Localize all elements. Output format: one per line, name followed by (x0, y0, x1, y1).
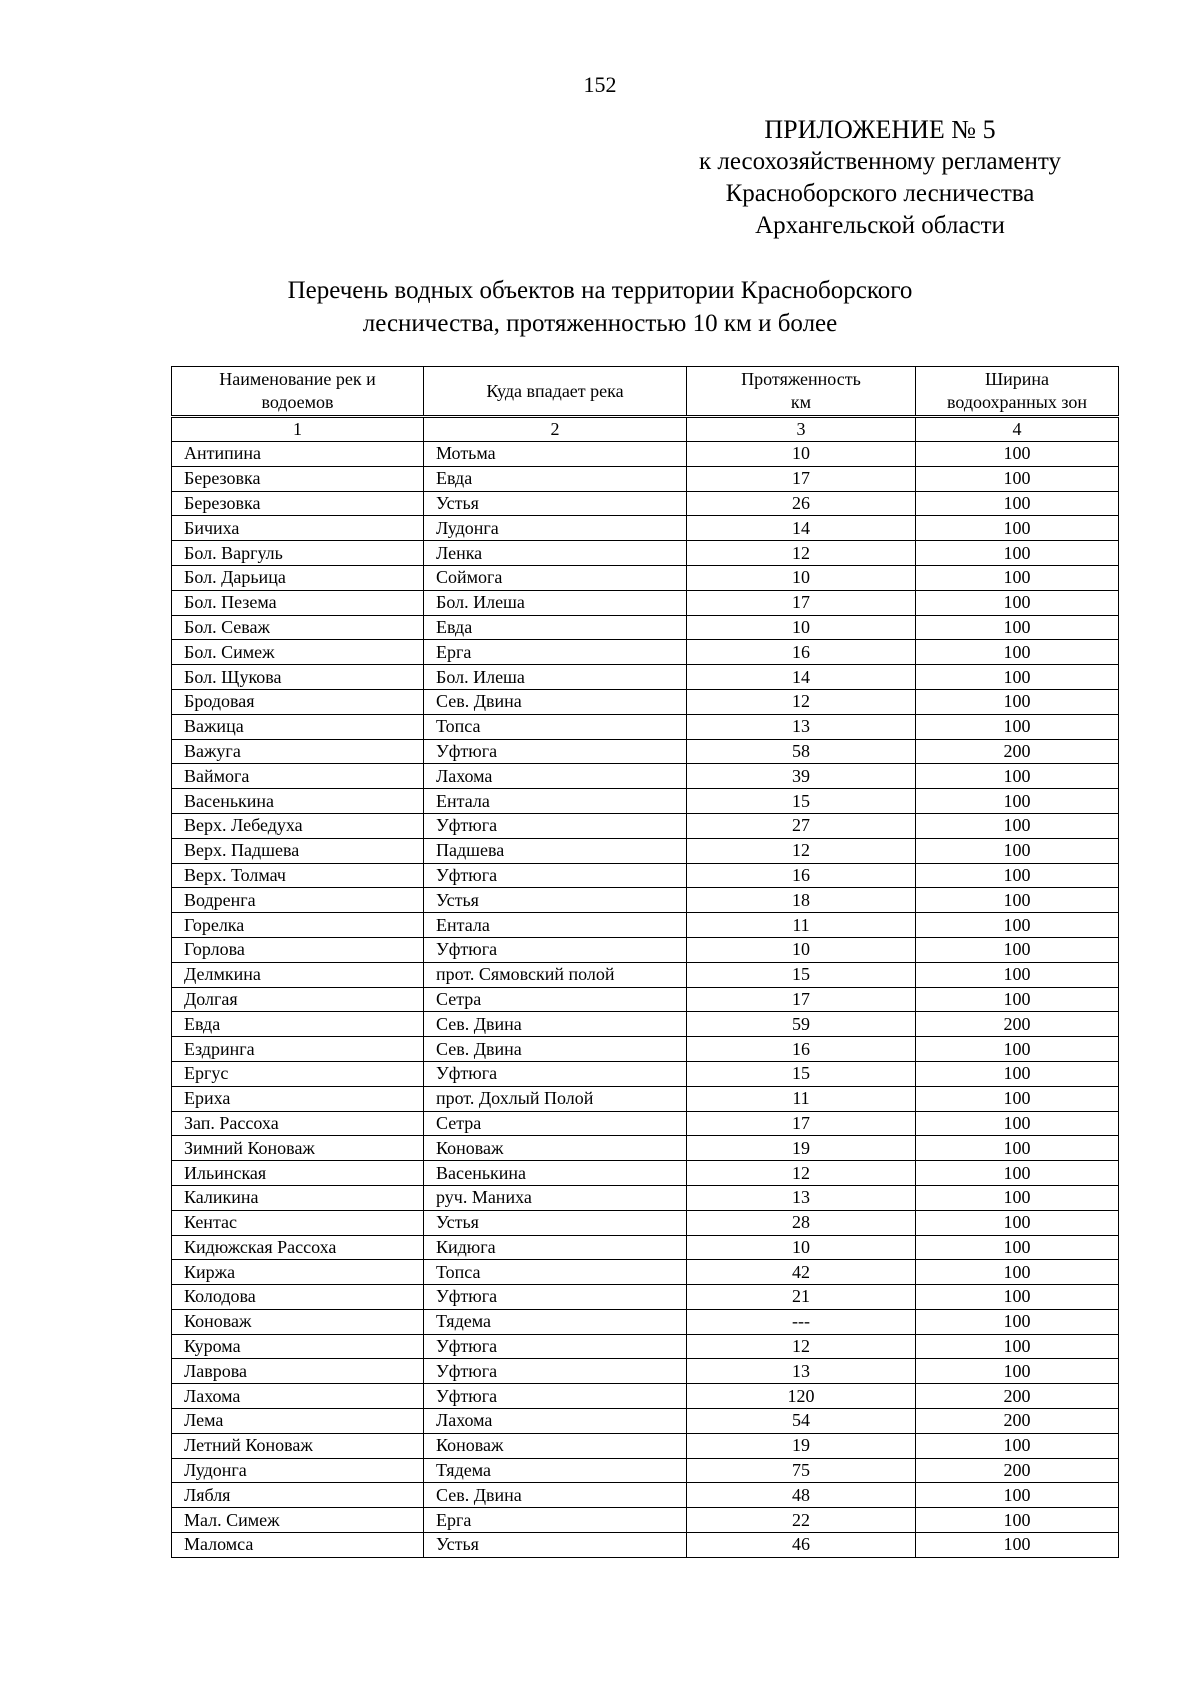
cell-river-name: Лаврова (172, 1359, 424, 1384)
cell-protection-zone: 100 (916, 565, 1119, 590)
cell-length: 11 (687, 913, 916, 938)
cell-river-name: Березовка (172, 491, 424, 516)
cell-river-name: Верх. Лебедуха (172, 813, 424, 838)
cell-length: 11 (687, 1086, 916, 1111)
cell-mouth: Сев. Двина (424, 1012, 687, 1037)
cell-river-name: Горлова (172, 937, 424, 962)
table-row (172, 714, 1119, 739)
cell-river-name: Зимний Коноваж (172, 1136, 424, 1161)
cell-protection-zone: 100 (916, 1533, 1119, 1558)
appendix-title: ПРИЛОЖЕНИЕ № 5 (764, 115, 996, 144)
column-number: 3 (687, 417, 916, 442)
table-row (172, 1012, 1119, 1037)
header-protection-zone-line-1: Ширина (984, 369, 1050, 389)
cell-mouth: Уфтюга (424, 863, 687, 888)
cell-protection-zone: 100 (916, 1260, 1119, 1285)
cell-protection-zone: 100 (916, 714, 1119, 739)
cell-river-name: Бол. Щукова (172, 665, 424, 690)
table-row (172, 1086, 1119, 1111)
table-row (172, 1533, 1119, 1558)
cell-protection-zone: 100 (916, 937, 1119, 962)
cell-river-name: Ездринга (172, 1037, 424, 1062)
table-row (172, 1185, 1119, 1210)
cell-river-name: Важуга (172, 739, 424, 764)
cell-protection-zone: 100 (916, 1235, 1119, 1260)
cell-river-name: Важица (172, 714, 424, 739)
cell-river-name: Долгая (172, 987, 424, 1012)
cell-length: 15 (687, 1061, 916, 1086)
cell-mouth: Сетра (424, 1111, 687, 1136)
table-row (172, 888, 1119, 913)
cell-river-name: Киржа (172, 1260, 424, 1285)
cell-protection-zone: 100 (916, 888, 1119, 913)
cell-protection-zone: 100 (916, 516, 1119, 541)
table-row (172, 813, 1119, 838)
cell-protection-zone: 100 (916, 1037, 1119, 1062)
cell-protection-zone: 100 (916, 1334, 1119, 1359)
cell-length: 14 (687, 665, 916, 690)
cell-protection-zone: 100 (916, 689, 1119, 714)
cell-mouth: Падшева (424, 838, 687, 863)
cell-river-name: Ериха (172, 1086, 424, 1111)
cell-length: 42 (687, 1260, 916, 1285)
cell-mouth: прот. Сямовский полой (424, 962, 687, 987)
header-protection-zone (916, 367, 1119, 417)
cell-river-name: Лябля (172, 1483, 424, 1508)
cell-river-name: Зап. Рассоха (172, 1111, 424, 1136)
cell-protection-zone: 100 (916, 1483, 1119, 1508)
cell-mouth: Бол. Илеша (424, 590, 687, 615)
cell-river-name: Бол. Пезема (172, 590, 424, 615)
cell-mouth: Васенькина (424, 1161, 687, 1186)
cell-protection-zone: 200 (916, 1458, 1119, 1483)
cell-length: 10 (687, 1235, 916, 1260)
cell-protection-zone: 100 (916, 863, 1119, 888)
table-row (172, 640, 1119, 665)
table-row (172, 689, 1119, 714)
cell-mouth: Устья (424, 491, 687, 516)
cell-length: 10 (687, 565, 916, 590)
cell-river-name: Евда (172, 1012, 424, 1037)
cell-mouth: Бол. Илеша (424, 665, 687, 690)
table-row (172, 1210, 1119, 1235)
cell-river-name: Каликина (172, 1185, 424, 1210)
cell-protection-zone: 100 (916, 1185, 1119, 1210)
column-number-row (172, 417, 1119, 442)
cell-length: --- (687, 1309, 916, 1334)
cell-river-name: Лахома (172, 1384, 424, 1409)
cell-protection-zone: 100 (916, 615, 1119, 640)
cell-mouth: Мотьма (424, 442, 687, 467)
cell-length: 17 (687, 590, 916, 615)
cell-river-name: Верх. Толмач (172, 863, 424, 888)
cell-river-name: Лема (172, 1409, 424, 1434)
cell-protection-zone: 100 (916, 541, 1119, 566)
cell-protection-zone: 100 (916, 442, 1119, 467)
cell-mouth: прот. Дохлый Полой (424, 1086, 687, 1111)
cell-mouth: Устья (424, 888, 687, 913)
header-length (687, 367, 916, 417)
cell-protection-zone: 100 (916, 1210, 1119, 1235)
cell-protection-zone: 200 (916, 1384, 1119, 1409)
table-row (172, 466, 1119, 491)
cell-river-name: Мал. Симеж (172, 1508, 424, 1533)
table-row (172, 1161, 1119, 1186)
cell-river-name: Колодова (172, 1285, 424, 1310)
cell-river-name: Бол. Варгуль (172, 541, 424, 566)
cell-protection-zone: 100 (916, 764, 1119, 789)
cell-mouth: Топса (424, 1260, 687, 1285)
cell-river-name: Ильинская (172, 1161, 424, 1186)
header-river-name-line-2: водоемов (261, 392, 334, 412)
cell-length: 17 (687, 1111, 916, 1136)
cell-river-name: Маломса (172, 1533, 424, 1558)
cell-length: 10 (687, 937, 916, 962)
table-row (172, 1433, 1119, 1458)
table-row (172, 1483, 1119, 1508)
cell-length: 120 (687, 1384, 916, 1409)
cell-protection-zone: 100 (916, 1359, 1119, 1384)
table-row (172, 1136, 1119, 1161)
cell-river-name: Бол. Севаж (172, 615, 424, 640)
cell-mouth: Устья (424, 1210, 687, 1235)
cell-length: 14 (687, 516, 916, 541)
header-length-line-1: Протяженность (741, 369, 861, 389)
table-row (172, 863, 1119, 888)
cell-river-name: Ергус (172, 1061, 424, 1086)
cell-length: 10 (687, 442, 916, 467)
cell-protection-zone: 200 (916, 1409, 1119, 1434)
cell-protection-zone: 100 (916, 1111, 1119, 1136)
cell-length: 39 (687, 764, 916, 789)
cell-length: 28 (687, 1210, 916, 1235)
cell-mouth: Уфтюга (424, 813, 687, 838)
cell-length: 17 (687, 987, 916, 1012)
cell-length: 12 (687, 1334, 916, 1359)
cell-river-name: Бол. Симеж (172, 640, 424, 665)
appendix-header (640, 114, 1120, 242)
table-row (172, 1235, 1119, 1260)
cell-protection-zone: 100 (916, 962, 1119, 987)
cell-length: 54 (687, 1409, 916, 1434)
cell-length: 75 (687, 1458, 916, 1483)
table-row (172, 1285, 1119, 1310)
cell-mouth: Соймога (424, 565, 687, 590)
cell-protection-zone: 100 (916, 987, 1119, 1012)
cell-length: 19 (687, 1433, 916, 1458)
table-row (172, 962, 1119, 987)
table-row (172, 1508, 1119, 1533)
header-protection-zone-line-2: водоохранных зон (946, 392, 1088, 412)
cell-river-name: Курома (172, 1334, 424, 1359)
cell-protection-zone: 100 (916, 491, 1119, 516)
cell-mouth: Уфтюга (424, 937, 687, 962)
cell-river-name: Березовка (172, 466, 424, 491)
table-row (172, 1111, 1119, 1136)
appendix-line-1: к лесохозяйственному регламенту (698, 148, 1062, 175)
cell-mouth: Уфтюга (424, 1061, 687, 1086)
cell-length: 48 (687, 1483, 916, 1508)
header-river-name-line-1: Наименование рек и (219, 369, 376, 389)
cell-river-name: Водренга (172, 888, 424, 913)
table-header-row (172, 367, 1119, 417)
cell-length: 18 (687, 888, 916, 913)
table-row (172, 739, 1119, 764)
cell-mouth: Тядема (424, 1458, 687, 1483)
cell-length: 27 (687, 813, 916, 838)
cell-length: 16 (687, 640, 916, 665)
header-mouth-line-1: Куда впадает река (486, 380, 624, 401)
cell-length: 12 (687, 541, 916, 566)
cell-mouth: Коноваж (424, 1433, 687, 1458)
table-row (172, 1037, 1119, 1062)
table-row (172, 516, 1119, 541)
cell-river-name: Кентас (172, 1210, 424, 1235)
column-number: 4 (916, 417, 1119, 442)
cell-mouth: Евда (424, 466, 687, 491)
cell-length: 46 (687, 1533, 916, 1558)
cell-mouth: Сев. Двина (424, 689, 687, 714)
cell-length: 21 (687, 1285, 916, 1310)
cell-mouth: Коноваж (424, 1136, 687, 1161)
cell-protection-zone: 100 (916, 640, 1119, 665)
cell-length: 15 (687, 789, 916, 814)
cell-river-name: Кидюжская Рассоха (172, 1235, 424, 1260)
cell-length: 19 (687, 1136, 916, 1161)
table-row (172, 1061, 1119, 1086)
cell-protection-zone: 100 (916, 1061, 1119, 1086)
table-row (172, 987, 1119, 1012)
cell-mouth: Ентала (424, 913, 687, 938)
cell-mouth: Ленка (424, 541, 687, 566)
cell-mouth: Топса (424, 714, 687, 739)
cell-mouth: Ерга (424, 640, 687, 665)
cell-protection-zone: 100 (916, 590, 1119, 615)
cell-length: 13 (687, 1185, 916, 1210)
cell-river-name: Делмкина (172, 962, 424, 987)
table-row (172, 590, 1119, 615)
cell-length: 26 (687, 491, 916, 516)
cell-length: 13 (687, 1359, 916, 1384)
cell-mouth: Лудонга (424, 516, 687, 541)
cell-length: 16 (687, 1037, 916, 1062)
cell-river-name: Коноваж (172, 1309, 424, 1334)
cell-protection-zone: 100 (916, 913, 1119, 938)
cell-mouth: Устья (424, 1533, 687, 1558)
cell-length: 15 (687, 962, 916, 987)
table-row (172, 913, 1119, 938)
cell-protection-zone: 200 (916, 1012, 1119, 1037)
table-row (172, 1334, 1119, 1359)
cell-protection-zone: 100 (916, 1508, 1119, 1533)
table-row (172, 1458, 1119, 1483)
cell-mouth: Сетра (424, 987, 687, 1012)
cell-protection-zone: 100 (916, 665, 1119, 690)
cell-mouth: Сев. Двина (424, 1037, 687, 1062)
document-title-line-2: лесничества, протяженностью 10 км и более (362, 310, 838, 337)
table-row (172, 1409, 1119, 1434)
cell-protection-zone: 100 (916, 789, 1119, 814)
cell-mouth: Уфтюга (424, 1285, 687, 1310)
page-number: 152 (583, 72, 617, 97)
document-title-line-1: Перечень водных объектов на территории Красноборского (287, 277, 913, 304)
water-bodies-table (171, 366, 1119, 1558)
cell-river-name: Бродовая (172, 689, 424, 714)
cell-river-name: Летний Коноваж (172, 1433, 424, 1458)
cell-length: 22 (687, 1508, 916, 1533)
table-row (172, 1359, 1119, 1384)
cell-mouth: Ентала (424, 789, 687, 814)
cell-protection-zone: 100 (916, 466, 1119, 491)
cell-length: 12 (687, 689, 916, 714)
cell-protection-zone: 100 (916, 1161, 1119, 1186)
table-row (172, 764, 1119, 789)
column-number: 1 (172, 417, 424, 442)
cell-mouth: Уфтюга (424, 1359, 687, 1384)
cell-river-name: Антипина (172, 442, 424, 467)
cell-mouth: Сев. Двина (424, 1483, 687, 1508)
cell-length: 13 (687, 714, 916, 739)
cell-mouth: Ерга (424, 1508, 687, 1533)
table-row (172, 565, 1119, 590)
appendix-line-2: Красноборского лесничества (725, 180, 1035, 207)
cell-length: 12 (687, 1161, 916, 1186)
table-row (172, 838, 1119, 863)
cell-protection-zone: 100 (916, 838, 1119, 863)
appendix-line-3: Архангельской области (755, 212, 1005, 239)
table-row (172, 937, 1119, 962)
cell-length: 12 (687, 838, 916, 863)
cell-protection-zone: 100 (916, 1285, 1119, 1310)
cell-river-name: Горелка (172, 913, 424, 938)
cell-length: 17 (687, 466, 916, 491)
cell-protection-zone: 200 (916, 739, 1119, 764)
cell-mouth: Кидюга (424, 1235, 687, 1260)
table-row (172, 442, 1119, 467)
document-title (150, 274, 1050, 340)
cell-mouth: Тядема (424, 1309, 687, 1334)
cell-mouth: Уфтюга (424, 739, 687, 764)
header-river-name (172, 367, 424, 417)
cell-mouth: Уфтюга (424, 1384, 687, 1409)
cell-river-name: Васенькина (172, 789, 424, 814)
cell-mouth: руч. Маниха (424, 1185, 687, 1210)
cell-length: 16 (687, 863, 916, 888)
table-row (172, 1260, 1119, 1285)
table-row (172, 615, 1119, 640)
cell-mouth: Евда (424, 615, 687, 640)
cell-length: 59 (687, 1012, 916, 1037)
cell-length: 10 (687, 615, 916, 640)
table-row (172, 789, 1119, 814)
cell-protection-zone: 100 (916, 1086, 1119, 1111)
table-row (172, 1309, 1119, 1334)
cell-river-name: Бол. Дарьица (172, 565, 424, 590)
cell-river-name: Ваймога (172, 764, 424, 789)
column-number: 2 (424, 417, 687, 442)
cell-mouth: Уфтюга (424, 1334, 687, 1359)
cell-river-name: Верх. Падшева (172, 838, 424, 863)
cell-mouth: Лахома (424, 764, 687, 789)
table-row (172, 1384, 1119, 1409)
cell-protection-zone: 100 (916, 1136, 1119, 1161)
cell-protection-zone: 100 (916, 1433, 1119, 1458)
table-row (172, 665, 1119, 690)
cell-river-name: Бичиха (172, 516, 424, 541)
cell-length: 58 (687, 739, 916, 764)
cell-protection-zone: 100 (916, 813, 1119, 838)
cell-mouth: Лахома (424, 1409, 687, 1434)
cell-river-name: Лудонга (172, 1458, 424, 1483)
cell-protection-zone: 100 (916, 1309, 1119, 1334)
table-row (172, 491, 1119, 516)
header-length-line-2: км (790, 392, 812, 412)
table-row (172, 541, 1119, 566)
header-mouth (424, 367, 687, 417)
